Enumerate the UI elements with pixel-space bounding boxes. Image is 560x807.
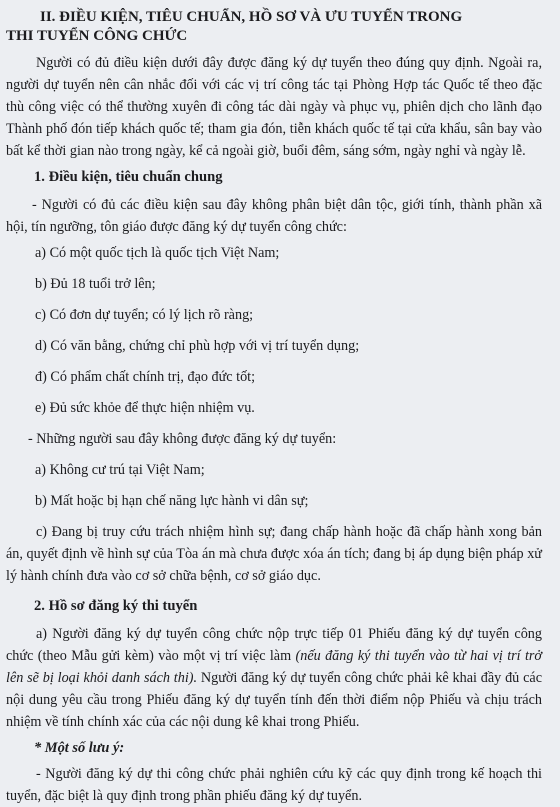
subsection-1-title: 1. Điều kiện, tiêu chuẩn chung	[34, 169, 223, 185]
ineligible-intro: - Những người sau đây không được đăng ký dự tuyển:	[28, 431, 337, 447]
eligible-item: d) Có văn bằng, chứng chỉ phù hợp với vị trí tuyển dụng;	[35, 338, 360, 354]
ineligible-item-c: c) Đang bị truy cứu trách nhiệm hình sự; đang chấp hành hoặc đã chấp hành xong bản án, quyết định về hình sự của Tòa án mà chưa được xóa án tích; đang bị áp dụng biện pháp xử lý hành chính đưa vào cơ sở chữa bệnh, cơ sở giáo dục.	[6, 524, 542, 584]
section-heading-line-1: II. ĐIỀU KIỆN, TIÊU CHUẨN, HỒ SƠ VÀ ƯU TUYỂN TRONG	[40, 9, 463, 25]
note-item: - Người đăng ký dự thi công chức phải nghiên cứu kỹ các quy định trong kế hoạch thi tuyển, đặc biệt là quy định trong phần phiếu đăng ký dự tuyển.	[6, 766, 542, 804]
registration-text-start: a) Người đăng ký dự tuyển công chức nộp trực tiếp 01 Phiếu đăng ký dự tuyển công chức (theo Mẫu gửi kèm) vào một vị trí việc làm	[6, 626, 542, 664]
eligible-intro: - Người có đủ các điều kiện sau đây không phân biệt dân tộc, giới tính, thành phần xã hội, tín ngưỡng, tôn giáo được đăng ký dự tuyển công chức:	[6, 197, 542, 235]
intro-paragraph: Người có đủ điều kiện dưới đây được đăng ký dự tuyển theo đúng quy định. Ngoài ra, người dự tuyển nên cân nhắc đối với các vị trí công tác tại Phòng Hợp tác Quốc tế theo đặc thù công việc có thể thường xuyên đi công tác dài ngày và phục vụ, phiên dịch cho lãnh đạo Thành phố đón tiếp khách quốc tế; tham gia đón, tiễn khách quốc tế tại cửa khẩu, sân bay vào bất kể thời gian nào trong ngày, kể cả ngoài giờ, buổi đêm, sáng sớm, ngày nghỉ và ngày lễ.	[6, 55, 542, 159]
registration-text-end: Người đăng ký dự tuyển công chức phải kê khai đầy đủ các nội dung yêu cầu trong Phiếu đăng ký dự tuyển tính đến thời điểm nộp Phiếu và chịu trách nhiệm về tính chính xác của các nội dung kê khai trong Phiếu.	[6, 670, 542, 730]
note-title: * Một số lưu ý:	[34, 740, 125, 756]
section-heading-line-2: THI TUYỂN CÔNG CHỨC	[6, 28, 188, 44]
section-heading	[6, 8, 542, 46]
eligible-item: a) Có một quốc tịch là quốc tịch Việt Nam;	[35, 245, 280, 261]
registration-paragraph	[6, 623, 542, 733]
ineligible-item: a) Không cư trú tại Việt Nam;	[35, 462, 205, 478]
ineligible-item: b) Mất hoặc bị hạn chế năng lực hành vi dân sự;	[35, 493, 309, 509]
eligible-item: đ) Có phẩm chất chính trị, đạo đức tốt;	[35, 369, 256, 385]
subsection-2-title: 2. Hồ sơ đăng ký thi tuyển	[34, 598, 198, 614]
eligible-item: c) Có đơn dự tuyển; có lý lịch rõ ràng;	[35, 307, 254, 323]
eligible-item: b) Đủ 18 tuổi trở lên;	[35, 276, 156, 292]
eligible-item: e) Đủ sức khỏe để thực hiện nhiệm vụ.	[35, 400, 255, 416]
registration-text-italic: (nếu đăng ký thi tuyển vào từ hai vị trí trở lên sẽ bị loại khỏi danh sách thi).	[6, 648, 542, 686]
